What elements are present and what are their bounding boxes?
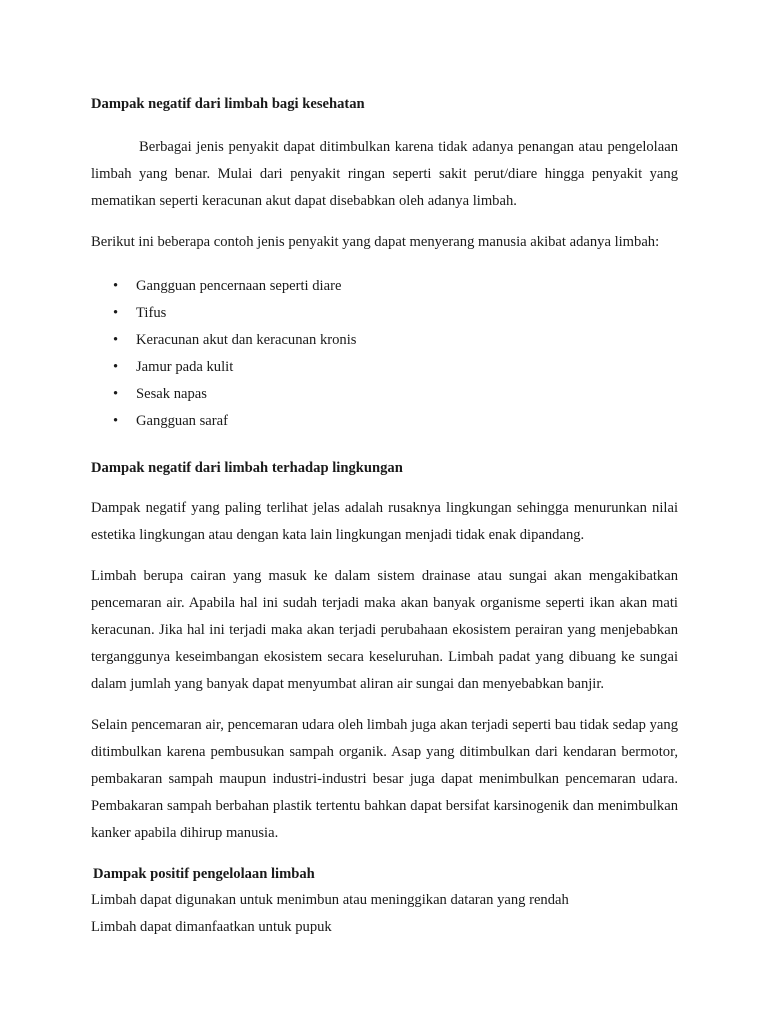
document-page bbox=[91, 90, 678, 941]
bullet-icon: • bbox=[113, 386, 119, 402]
bullet-icon: • bbox=[113, 332, 119, 348]
bullet-icon: • bbox=[113, 359, 119, 375]
section-heading-health: Dampak negatif dari limbah bagi kesehatan bbox=[91, 96, 365, 112]
bullet-icon: • bbox=[113, 278, 119, 294]
paragraph-environment-3: Selain pencemaran air, pencemaran udara oleh limbah juga akan terjadi seperti bau tidak sedap yang ditimbulkan karena pembusukan sampah organik. Asap yang ditimbulkan dari kendaran bermotor, pembakaran sampah maupun industri-industri besar juga dapat menimbulkan pencemaran udara. Pembakaran sampah berbahan plastik tertentu bahkan dapat bersifat karsinogenik dan menimbulkan kanker apabila dihirup manusia. bbox=[91, 717, 678, 841]
list-item: • Tifus bbox=[91, 300, 678, 327]
paragraph-health-intro: Berbagai jenis penyakit dapat ditimbulkan karena tidak adanya penangan atau pengelolaan limbah yang benar. Mulai dari penyakit ringan seperti sakit perut/diare hingga penyakit yang mematikan seperti keracunan akut dapat disebabkan oleh adanya limbah. bbox=[91, 139, 678, 209]
list-item: • Gangguan pencernaan seperti diare bbox=[91, 273, 678, 300]
disease-list bbox=[91, 273, 678, 435]
section-heading-environment: Dampak negatif dari limbah terhadap lingkungan bbox=[91, 460, 403, 476]
section-heading-positive: Dampak positif pengelolaan limbah bbox=[93, 866, 315, 882]
list-item: • Gangguan saraf bbox=[91, 408, 678, 435]
paragraph-environment-1: Dampak negatif yang paling terlihat jelas adalah rusaknya lingkungan sehingga menurunkan nilai estetika lingkungan atau dengan kata lain lingkungan menjadi tidak enak dipandang. bbox=[91, 500, 678, 543]
list-item: • Jamur pada kulit bbox=[91, 354, 678, 381]
paragraph-disease-list-intro: Berikut ini beberapa contoh jenis penyakit yang dapat menyerang manusia akibat adanya limbah: bbox=[91, 234, 660, 250]
list-item: • Sesak napas bbox=[91, 381, 678, 408]
list-item: • Keracunan akut dan keracunan kronis bbox=[91, 327, 678, 354]
bullet-icon: • bbox=[113, 305, 119, 321]
paragraph-environment-2: Limbah berupa cairan yang masuk ke dalam sistem drainase atau sungai akan mengakibatkan pencemaran air. Apabila hal ini sudah terjadi maka akan banyak organisme seperti ikan akan mati keracunan. Jika hal ini terjadi maka akan terjadi perubahaan ekosistem perairan yang menjebabkan terganggunya keseimbangan ekosistem secara keseluruhan. Limbah padat yang dibuang ke sungai dalam jumlah yang banyak dapat menyumbat aliran air sungai dan menyebabkan banjir. bbox=[91, 568, 678, 692]
bullet-icon: • bbox=[113, 413, 119, 429]
positive-line-2: Limbah dapat dimanfaatkan untuk pupuk bbox=[91, 919, 332, 935]
positive-line-1: Limbah dapat digunakan untuk menimbun atau meninggikan dataran yang rendah bbox=[91, 892, 569, 908]
